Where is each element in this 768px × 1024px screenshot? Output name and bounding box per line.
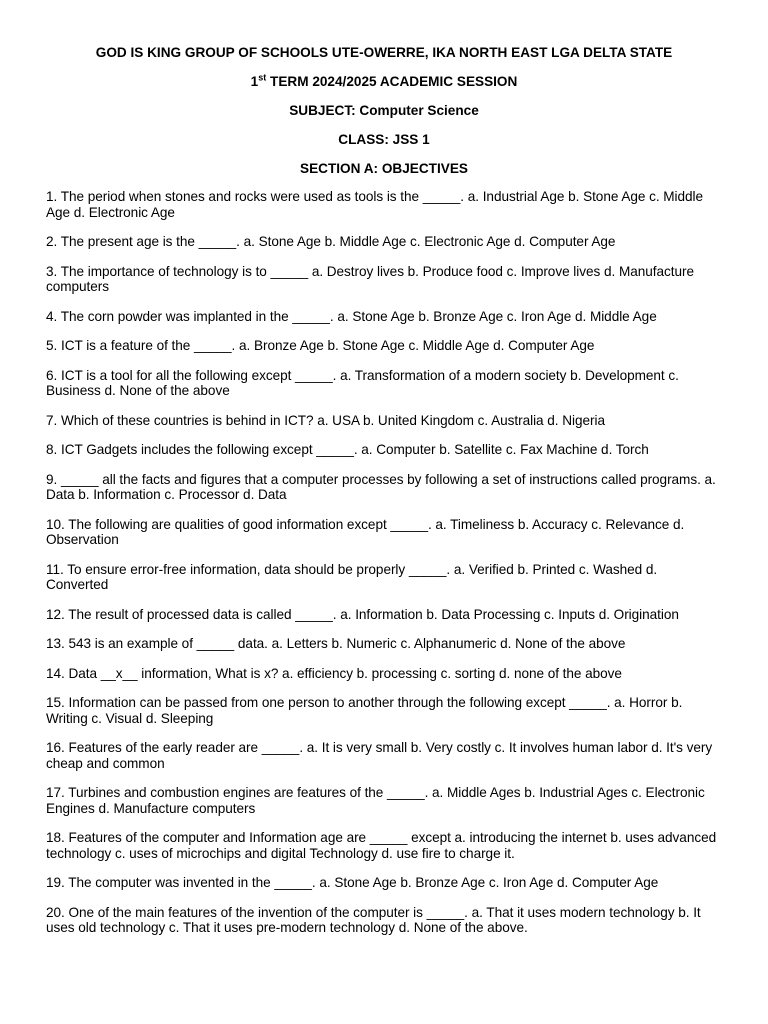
question-item: 7. Which of these countries is behind in ICT? a. USA b. United Kingdom c. Australia d. Nigeria [46,412,605,428]
question-item: 19. The computer was invented in the _____. a. Stone Age b. Bronze Age c. Iron Age d. Computer Age [46,875,659,890]
question-item: 20. One of the main features of the invention of the computer is _____. a. That it uses modern technology b. It uses old technology c. That it uses pre-modern technology d. None of the above. [46,904,701,935]
question-item: 2. The present age is the _____. a. Stone Age b. Middle Age c. Electronic Age d. Computer Age [46,234,616,249]
question-item: 10. The following are qualities of good information except _____. a. Timeliness b. Accuracy c. Relevance d. Observation [46,516,685,547]
question-list [46,189,722,936]
question-item: 16. Features of the early reader are _____. a. It is very small b. Very costly c. It involves human labor d. It's very cheap and common [46,740,713,771]
question-item: 15. Information can be passed from one person to another through the following except _____. a. Horror b. Writing c. Visual d. Sleeping [46,695,683,726]
question-item: 1. The period when stones and rocks were used as tools is the _____. a. Industrial Age b. Stone Age c. Middle Age d. Electronic Age [46,189,704,220]
section-title: SECTION A: OBJECTIVES [300,161,468,176]
question-item: 13. 543 is an example of _____ data. a. Letters b. Numeric c. Alphanumeric d. None of the above [46,636,626,651]
question-item: 17. Turbines and combustion engines are features of the _____. a. Middle Ages b. Industrial Ages c. Electronic Engines d. Manufacture computers [46,785,705,816]
question-item: 18. Features of the computer and Information age are _____ except a. introducing the internet b. uses advanced technology c. uses of microchips and digital Technology d. use fire to charge it. [46,830,717,861]
school-name: GOD IS KING GROUP OF SCHOOLS UTE-OWERRE, IKA NORTH EAST LGA DELTA STATE [95,45,673,60]
question-item: 11. To ensure error-free information, data should be properly _____. a. Verified b. Printed c. Washed d. Converted [46,561,658,592]
class-line: CLASS: JSS 1 [338,132,430,147]
subject-line: SUBJECT: Computer Science [289,103,479,118]
term-session-text: TERM 2024/2025 ACADEMIC SESSION [266,74,518,89]
question-item: 3. The importance of technology is to _____ a. Destroy lives b. Produce food c. Improve lives d. Manufacture computers [46,263,694,294]
question-item: 4. The corn powder was implanted in the _____. a. Stone Age b. Bronze Age c. Iron Age d. Middle Age [46,308,657,324]
question-item: 5. ICT is a feature of the _____. a. Bronze Age b. Stone Age c. Middle Age d. Computer Age [46,338,595,353]
question-item: 8. ICT Gadgets includes the following except _____. a. Computer b. Satellite c. Fax Machine d. Torch [46,442,649,457]
question-item: 14. Data __x__ information, What is x? a. efficiency b. processing c. sorting d. none of the above [46,665,622,681]
term-suffix: st [258,72,267,83]
term-session [46,73,722,90]
term-number: 1 [250,74,259,89]
question-item: 12. The result of processed data is called _____. a. Information b. Data Processing c. Inputs d. Origination [46,606,679,622]
question-item: 9. _____ all the facts and figures that a computer processes by following a set of instructions called programs. a. Data b. Information c. Processor d. Data [46,471,716,502]
question-item: 6. ICT is a tool for all the following except _____. a. Transformation of a modern society b. Development c. Business d. None of the above [46,367,679,398]
